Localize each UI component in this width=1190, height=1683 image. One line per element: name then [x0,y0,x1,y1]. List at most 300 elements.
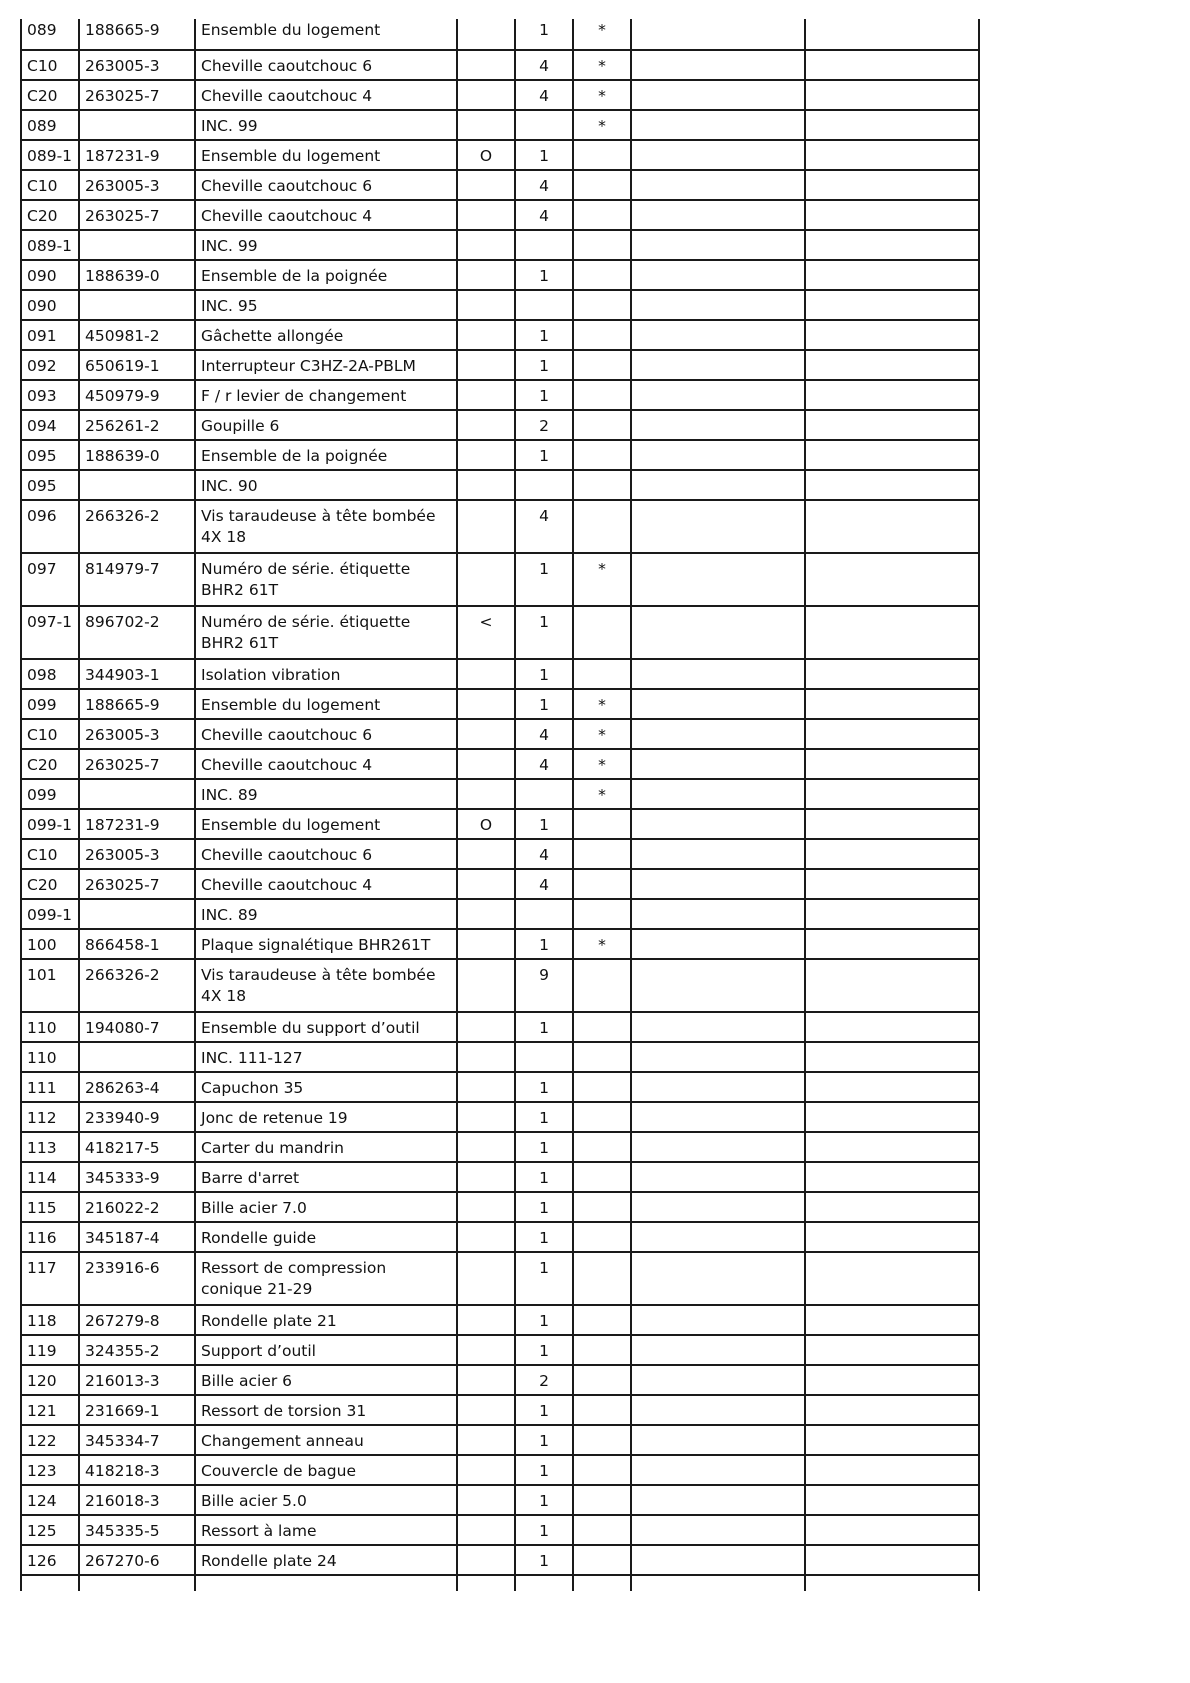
description-cell: Barre d'arret [195,1162,457,1192]
table-row [21,1395,979,1425]
quantity-cell: 4 [515,50,573,80]
extra-cell-2 [805,839,979,869]
description-cell: Numéro de série. étiquette BHR2 61T [195,606,457,659]
part-number-cell: 896702-2 [79,606,195,659]
marker-cell [573,869,631,899]
extra-cell-1 [631,779,805,809]
marker-cell [573,1252,631,1305]
empty-cell [631,1575,805,1591]
note-cell [457,1132,515,1162]
note-cell [457,839,515,869]
description-cell: Changement anneau [195,1425,457,1455]
note-cell [457,553,515,606]
item-number-cell: 095 [21,470,79,500]
note-cell [457,1335,515,1365]
quantity-cell: 1 [515,1335,573,1365]
extra-cell-2 [805,200,979,230]
note-cell [457,230,515,260]
table-row [21,1485,979,1515]
note-cell: O [457,809,515,839]
marker-cell [573,170,631,200]
note-cell [457,1545,515,1575]
note-cell [457,1192,515,1222]
extra-cell-1 [631,869,805,899]
part-number-cell [79,470,195,500]
description-cell: Ensemble du logement [195,19,457,50]
part-number-cell: 233916-6 [79,1252,195,1305]
note-cell [457,659,515,689]
item-number-cell: 090 [21,260,79,290]
note-cell [457,320,515,350]
quantity-cell: 1 [515,1545,573,1575]
part-number-cell: 418218-3 [79,1455,195,1485]
part-number-cell: 188665-9 [79,689,195,719]
note-cell [457,959,515,1012]
extra-cell-1 [631,1335,805,1365]
marker-cell [573,350,631,380]
quantity-cell: 1 [515,1102,573,1132]
quantity-cell: 9 [515,959,573,1012]
quantity-cell [515,899,573,929]
part-number-cell: 263025-7 [79,749,195,779]
description-cell: Bille acier 5.0 [195,1485,457,1515]
extra-cell-2 [805,899,979,929]
note-cell [457,719,515,749]
marker-cell [573,1042,631,1072]
note-cell [457,749,515,779]
marker-cell: * [573,689,631,719]
table-row [21,19,979,50]
note-cell [457,1102,515,1132]
quantity-cell: 4 [515,200,573,230]
quantity-cell: 1 [515,1305,573,1335]
parts-table [20,19,980,1591]
part-number-cell: 216018-3 [79,1485,195,1515]
description-cell: INC. 89 [195,899,457,929]
quantity-cell: 1 [515,140,573,170]
extra-cell-2 [805,350,979,380]
marker-cell: * [573,19,631,50]
table-row [21,1012,979,1042]
table-row [21,929,979,959]
quantity-cell: 1 [515,1222,573,1252]
part-number-cell: 188639-0 [79,260,195,290]
note-cell [457,1072,515,1102]
note-cell [457,500,515,553]
table-row-partial [21,1575,979,1591]
item-number-cell: 094 [21,410,79,440]
marker-cell [573,899,631,929]
description-cell: Couvercle de bague [195,1455,457,1485]
extra-cell-2 [805,1395,979,1425]
item-number-cell: 113 [21,1132,79,1162]
extra-cell-1 [631,1455,805,1485]
marker-cell [573,1162,631,1192]
extra-cell-1 [631,1162,805,1192]
marker-cell [573,410,631,440]
item-number-cell: 090 [21,290,79,320]
extra-cell-1 [631,170,805,200]
extra-cell-2 [805,1515,979,1545]
marker-cell [573,1485,631,1515]
marker-cell: * [573,749,631,779]
extra-cell-1 [631,1395,805,1425]
note-cell [457,1162,515,1192]
item-number-cell: 099 [21,779,79,809]
description-cell: Rondelle plate 24 [195,1545,457,1575]
item-number-cell: 098 [21,659,79,689]
parts-list-page [20,19,978,1591]
item-number-cell: 097-1 [21,606,79,659]
item-number-cell: 095 [21,440,79,470]
quantity-cell: 1 [515,606,573,659]
quantity-cell: 4 [515,719,573,749]
part-number-cell: 450981-2 [79,320,195,350]
extra-cell-1 [631,260,805,290]
marker-cell [573,260,631,290]
extra-cell-2 [805,959,979,1012]
extra-cell-2 [805,1485,979,1515]
extra-cell-2 [805,500,979,553]
item-number-cell: 126 [21,1545,79,1575]
quantity-cell [515,1042,573,1072]
extra-cell-1 [631,320,805,350]
item-number-cell: C10 [21,719,79,749]
part-number-cell: 418217-5 [79,1132,195,1162]
quantity-cell: 1 [515,689,573,719]
extra-cell-2 [805,320,979,350]
item-number-cell: 089-1 [21,230,79,260]
part-number-cell [79,779,195,809]
marker-cell [573,200,631,230]
extra-cell-1 [631,1102,805,1132]
marker-cell [573,1012,631,1042]
part-number-cell: 256261-2 [79,410,195,440]
extra-cell-2 [805,470,979,500]
quantity-cell: 4 [515,839,573,869]
extra-cell-1 [631,1365,805,1395]
description-cell: Cheville caoutchouc 4 [195,749,457,779]
table-row [21,1132,979,1162]
item-number-cell: 089 [21,19,79,50]
marker-cell: * [573,779,631,809]
item-number-cell: 114 [21,1162,79,1192]
description-cell: INC. 111-127 [195,1042,457,1072]
part-number-cell: 650619-1 [79,350,195,380]
marker-cell [573,1395,631,1425]
extra-cell-1 [631,110,805,140]
part-number-cell: 263005-3 [79,50,195,80]
table-row [21,80,979,110]
extra-cell-2 [805,440,979,470]
extra-cell-1 [631,1305,805,1335]
description-cell: Ensemble de la poignée [195,440,457,470]
note-cell [457,1252,515,1305]
table-row [21,1305,979,1335]
quantity-cell: 1 [515,1192,573,1222]
note-cell [457,470,515,500]
extra-cell-1 [631,1545,805,1575]
item-number-cell: 110 [21,1042,79,1072]
extra-cell-2 [805,1425,979,1455]
marker-cell [573,809,631,839]
table-row [21,1545,979,1575]
item-number-cell: 119 [21,1335,79,1365]
description-cell: F / r levier de changement [195,380,457,410]
part-number-cell: 450979-9 [79,380,195,410]
quantity-cell: 1 [515,1395,573,1425]
description-cell: INC. 99 [195,230,457,260]
item-number-cell: 091 [21,320,79,350]
item-number-cell: 089 [21,110,79,140]
part-number-cell: 263005-3 [79,839,195,869]
description-cell: Rondelle plate 21 [195,1305,457,1335]
description-cell: Capuchon 35 [195,1072,457,1102]
extra-cell-1 [631,140,805,170]
marker-cell [573,500,631,553]
item-number-cell: 099-1 [21,899,79,929]
item-number-cell: 117 [21,1252,79,1305]
note-cell [457,260,515,290]
item-number-cell: C20 [21,749,79,779]
part-number-cell: 267279-8 [79,1305,195,1335]
extra-cell-2 [805,553,979,606]
item-number-cell: 100 [21,929,79,959]
part-number-cell: 231669-1 [79,1395,195,1425]
note-cell [457,80,515,110]
extra-cell-1 [631,350,805,380]
table-row [21,350,979,380]
part-number-cell: 866458-1 [79,929,195,959]
item-number-cell: 111 [21,1072,79,1102]
item-number-cell: C20 [21,80,79,110]
quantity-cell: 1 [515,553,573,606]
note-cell [457,440,515,470]
part-number-cell: 324355-2 [79,1335,195,1365]
item-number-cell: 120 [21,1365,79,1395]
note-cell [457,929,515,959]
table-row [21,1252,979,1305]
marker-cell [573,606,631,659]
description-cell: Cheville caoutchouc 4 [195,80,457,110]
marker-cell [573,470,631,500]
extra-cell-1 [631,1012,805,1042]
description-cell: Cheville caoutchouc 6 [195,839,457,869]
table-row [21,553,979,606]
empty-cell [21,1575,79,1591]
description-cell: INC. 95 [195,290,457,320]
description-cell: INC. 99 [195,110,457,140]
table-row [21,689,979,719]
extra-cell-2 [805,260,979,290]
description-cell: Cheville caoutchouc 4 [195,200,457,230]
note-cell [457,689,515,719]
extra-cell-1 [631,899,805,929]
part-number-cell: 345187-4 [79,1222,195,1252]
marker-cell [573,230,631,260]
empty-cell [805,1575,979,1591]
description-cell: Plaque signalétique BHR261T [195,929,457,959]
marker-cell [573,1132,631,1162]
empty-cell [515,1575,573,1591]
item-number-cell: 110 [21,1012,79,1042]
table-row [21,899,979,929]
quantity-cell: 1 [515,1162,573,1192]
part-number-cell [79,230,195,260]
item-number-cell: 125 [21,1515,79,1545]
note-cell [457,1305,515,1335]
note-cell: < [457,606,515,659]
description-cell: Interrupteur C3HZ-2A-PBLM [195,350,457,380]
note-cell [457,19,515,50]
extra-cell-2 [805,929,979,959]
marker-cell [573,1102,631,1132]
extra-cell-1 [631,470,805,500]
description-cell: Rondelle guide [195,1222,457,1252]
quantity-cell: 1 [515,440,573,470]
table-row [21,440,979,470]
part-number-cell: 266326-2 [79,500,195,553]
extra-cell-1 [631,689,805,719]
part-number-cell: 187231-9 [79,809,195,839]
note-cell [457,1395,515,1425]
table-row [21,1335,979,1365]
note-cell [457,1012,515,1042]
extra-cell-1 [631,80,805,110]
extra-cell-1 [631,230,805,260]
extra-cell-2 [805,230,979,260]
marker-cell [573,659,631,689]
note-cell [457,1515,515,1545]
description-cell: Bille acier 7.0 [195,1192,457,1222]
table-row [21,779,979,809]
table-row [21,606,979,659]
note-cell [457,170,515,200]
description-cell: Jonc de retenue 19 [195,1102,457,1132]
marker-cell [573,1192,631,1222]
marker-cell: * [573,80,631,110]
item-number-cell: 115 [21,1192,79,1222]
part-number-cell: 263025-7 [79,200,195,230]
note-cell [457,380,515,410]
marker-cell [573,1365,631,1395]
extra-cell-2 [805,110,979,140]
quantity-cell: 1 [515,1515,573,1545]
marker-cell [573,1545,631,1575]
extra-cell-1 [631,290,805,320]
marker-cell [573,1335,631,1365]
part-number-cell: 194080-7 [79,1012,195,1042]
table-row [21,1365,979,1395]
table-row [21,1042,979,1072]
note-cell [457,350,515,380]
table-row [21,260,979,290]
extra-cell-2 [805,170,979,200]
extra-cell-2 [805,749,979,779]
marker-cell [573,140,631,170]
marker-cell: * [573,719,631,749]
note-cell [457,899,515,929]
extra-cell-2 [805,779,979,809]
part-number-cell [79,1042,195,1072]
extra-cell-2 [805,1012,979,1042]
item-number-cell: 118 [21,1305,79,1335]
note-cell [457,1425,515,1455]
table-row [21,1072,979,1102]
parts-table-body [21,19,979,1591]
extra-cell-2 [805,290,979,320]
description-cell: Numéro de série. étiquette BHR2 61T [195,553,457,606]
note-cell [457,779,515,809]
quantity-cell: 1 [515,1485,573,1515]
item-number-cell: 089-1 [21,140,79,170]
extra-cell-1 [631,659,805,689]
description-cell: Cheville caoutchouc 6 [195,719,457,749]
part-number-cell [79,110,195,140]
quantity-cell: 2 [515,410,573,440]
quantity-cell: 1 [515,1252,573,1305]
note-cell [457,50,515,80]
table-row [21,1162,979,1192]
item-number-cell: C20 [21,200,79,230]
extra-cell-1 [631,1252,805,1305]
extra-cell-1 [631,1132,805,1162]
item-number-cell: 092 [21,350,79,380]
extra-cell-2 [805,19,979,50]
extra-cell-1 [631,959,805,1012]
marker-cell [573,1305,631,1335]
extra-cell-2 [805,1335,979,1365]
extra-cell-1 [631,1192,805,1222]
table-row [21,320,979,350]
table-row [21,290,979,320]
table-row [21,380,979,410]
quantity-cell: 4 [515,869,573,899]
extra-cell-1 [631,1222,805,1252]
part-number-cell: 216022-2 [79,1192,195,1222]
note-cell [457,290,515,320]
table-row [21,1515,979,1545]
quantity-cell: 4 [515,749,573,779]
description-cell: Vis taraudeuse à tête bombée 4X 18 [195,500,457,553]
quantity-cell: 4 [515,500,573,553]
description-cell: Ensemble du support d’outil [195,1012,457,1042]
quantity-cell [515,779,573,809]
description-cell: Cheville caoutchouc 4 [195,869,457,899]
item-number-cell: 101 [21,959,79,1012]
part-number-cell: 344903-1 [79,659,195,689]
part-number-cell: 233940-9 [79,1102,195,1132]
item-number-cell: C10 [21,50,79,80]
item-number-cell: 116 [21,1222,79,1252]
table-row [21,1102,979,1132]
marker-cell: * [573,929,631,959]
marker-cell [573,1455,631,1485]
item-number-cell: 093 [21,380,79,410]
marker-cell: * [573,50,631,80]
item-number-cell: 122 [21,1425,79,1455]
marker-cell [573,1425,631,1455]
table-row [21,1425,979,1455]
extra-cell-2 [805,1132,979,1162]
part-number-cell: 345334-7 [79,1425,195,1455]
note-cell [457,1365,515,1395]
item-number-cell: 121 [21,1395,79,1425]
description-cell: Cheville caoutchouc 6 [195,170,457,200]
table-row [21,719,979,749]
note-cell [457,869,515,899]
table-row [21,1455,979,1485]
